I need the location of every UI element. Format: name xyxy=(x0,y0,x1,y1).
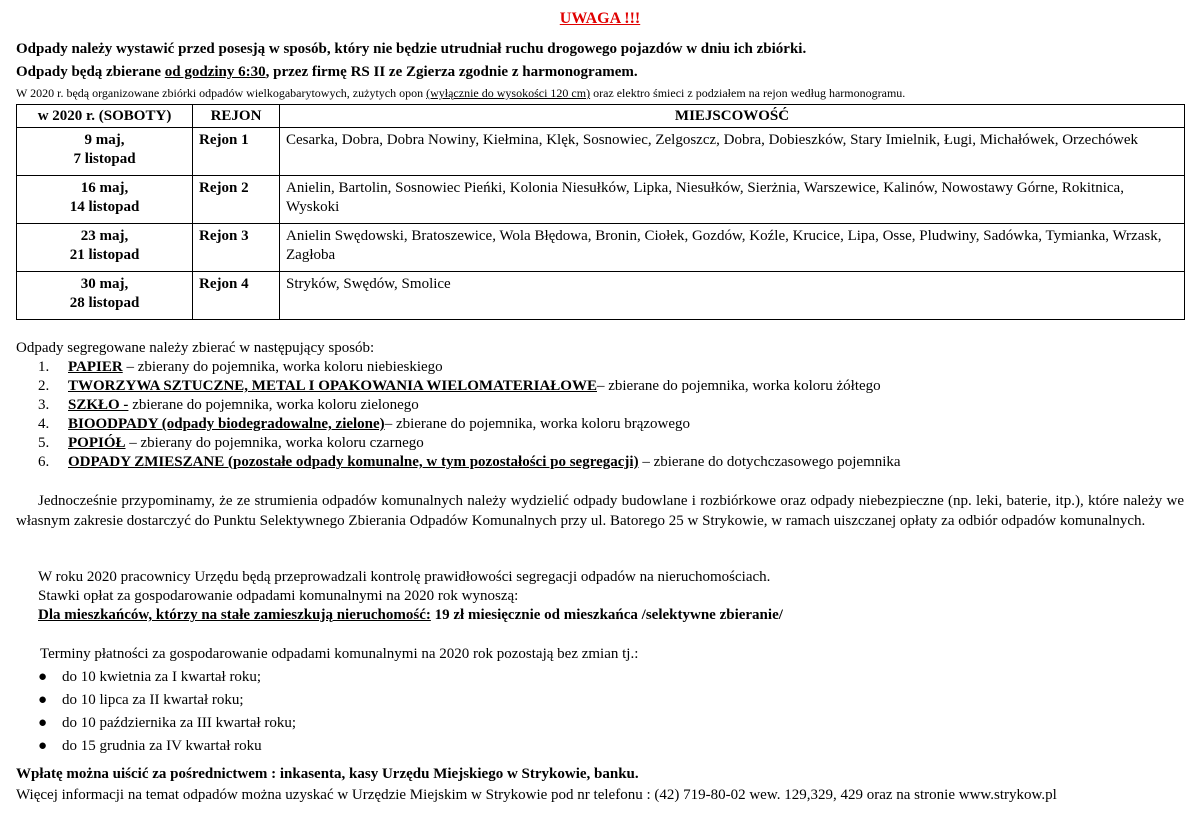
date-cell xyxy=(17,272,193,320)
waste-type: PAPIER xyxy=(68,359,123,375)
list-number: 2. xyxy=(38,378,50,394)
list-item xyxy=(16,735,638,758)
waste-description: – zbierane do pojemnika, worka koloru brązowego xyxy=(384,416,690,432)
waste-type: BIOODPADY (odpady biodegradowalne, zielone) xyxy=(68,416,385,432)
header-date: w 2020 r. (SOBOTY) xyxy=(17,105,193,128)
control-line-2: Stawki opłat za gospodarowanie odpadami komunalnymi na 2020 rok wynoszą: xyxy=(38,588,519,604)
list-number: 5. xyxy=(38,435,50,451)
date-cell xyxy=(17,176,193,224)
waste-description: – zbierane do pojemnika, worka koloru żółtego xyxy=(596,378,881,394)
intro-line-2-b: , przez firmę RS II ze Zgierza zgodnie z harmonogramem. xyxy=(265,64,638,80)
list-number: 4. xyxy=(38,416,50,432)
rejon-cell: Rejon 1 xyxy=(193,128,280,176)
deadlines-intro: Terminy płatności za gospodarowanie odpadami komunalnymi na 2020 rok pozostają bez zmian tj.: xyxy=(40,646,639,662)
payment-deadlines xyxy=(16,643,638,758)
schedule-table xyxy=(16,104,1185,320)
segregation-section xyxy=(16,339,901,472)
waste-type: SZKŁO - xyxy=(68,397,129,413)
list-number: 3. xyxy=(38,397,50,413)
deadline-text: do 10 lipca za II kwartał roku; xyxy=(62,692,244,708)
rejon-cell: Rejon 2 xyxy=(193,176,280,224)
intro-line-1: Odpady należy wystawić przed posesją w sposób, który nie będzie utrudniał ruchu drogowego pojazdów w dniu ich zbiórki. xyxy=(16,41,807,57)
control-line-1: W roku 2020 pracownicy Urzędu będą przeprowadzali kontrolę prawidłowości segregacji odpadów na nieruchomościach. xyxy=(38,569,771,585)
table-row xyxy=(17,128,1185,176)
waste-description: – zbierany do pojemnika, worka koloru czarnego xyxy=(125,435,424,451)
intro-line-3-underlined: (wyłącznie do wysokości 120 cm) xyxy=(426,86,591,100)
list-number: 1. xyxy=(38,359,50,375)
date-line-2: 21 listopad xyxy=(69,247,140,263)
deadline-text: do 15 grudnia za IV kwartał roku xyxy=(62,738,262,754)
date-cell xyxy=(17,224,193,272)
date-line-1: 16 maj, xyxy=(80,180,129,196)
segregation-intro: Odpady segregowane należy zbierać w następujący sposób: xyxy=(16,340,375,356)
list-item xyxy=(16,712,638,735)
waste-description: zbierane do pojemnika, worka koloru zielonego xyxy=(128,397,419,413)
control-section xyxy=(16,568,783,625)
table-row xyxy=(17,272,1185,320)
page-title: UWAGA !!! xyxy=(559,10,641,27)
rejon-cell: Rejon 4 xyxy=(193,272,280,320)
segregation-list xyxy=(16,358,901,472)
bullet-icon: ● xyxy=(38,715,48,731)
intro-line-3-a: W 2020 r. będą organizowane zbiórki odpadów wielkogabarytowych, zużytych opon xyxy=(16,86,427,100)
table-row xyxy=(17,224,1185,272)
list-item xyxy=(16,666,638,689)
rate-value: 19 zł miesięcznie od mieszkańca /selektywne zbieranie/ xyxy=(430,607,783,623)
places-cell: Anielin, Bartolin, Sosnowiec Pieńki, Kolonia Niesułków, Lipka, Niesułków, Sierżnia, Warszewice, Kalinów, Nowostawy Górne, Rokitnica, Wyskoki xyxy=(280,176,1185,224)
intro-line-2-underlined: od godziny 6:30 xyxy=(164,64,266,80)
waste-type: TWORZYWA SZTUCZNE, METAL I OPAKOWANIA WIELOMATERIAŁOWE xyxy=(68,378,597,394)
waste-type: POPIÓŁ xyxy=(68,435,126,451)
date-line-1: 23 maj, xyxy=(80,228,129,244)
date-line-1: 9 maj, xyxy=(84,132,125,148)
schedule-header-row xyxy=(17,105,1185,128)
header-rejon: REJON xyxy=(193,105,280,128)
list-item xyxy=(16,689,638,712)
waste-type: ODPADY ZMIESZANE (pozostałe odpady komunalne, w tym pozostałości po segregacji) xyxy=(68,454,639,470)
list-number: 6. xyxy=(38,454,50,470)
intro-line-2 xyxy=(16,64,638,81)
deadlines-list xyxy=(16,666,638,758)
waste-description: – zbierany do pojemnika, worka koloru niebieskiego xyxy=(122,359,443,375)
contact-info: Więcej informacji na temat odpadów można uzyskać w Urzędzie Miejskim w Strykowie pod nr telefonu : (42) 719-80-02 wew. 129,329, 429 oraz na stronie www.strykow.pl xyxy=(16,787,1057,803)
date-line-2: 28 listopad xyxy=(69,295,140,311)
list-item xyxy=(16,377,901,396)
rate-line xyxy=(16,606,783,625)
list-item xyxy=(16,434,901,453)
intro-line-2-a: Odpady będą zbierane xyxy=(16,64,165,80)
date-line-1: 30 maj, xyxy=(80,276,129,292)
date-cell xyxy=(17,128,193,176)
date-line-2: 14 listopad xyxy=(69,199,140,215)
intro-line-3-b: oraz elektro śmieci z podziałem na rejon według harmonogramu. xyxy=(590,86,906,100)
places-cell: Anielin Swędowski, Bratoszewice, Wola Błędowa, Bronin, Ciołek, Gozdów, Koźle, Krucice, Lipa, Osse, Pludwiny, Sadówka, Tymianka, Wrzask, Zagłoba xyxy=(280,224,1185,272)
list-item xyxy=(16,358,901,377)
list-item xyxy=(16,453,901,472)
list-item xyxy=(16,396,901,415)
rate-label: Dla mieszkańców, którzy na stałe zamieszkują nieruchomość: xyxy=(38,607,431,623)
header-places: MIEJSCOWOŚĆ xyxy=(280,105,1185,128)
places-cell: Cesarka, Dobra, Dobra Nowiny, Kiełmina, Klęk, Sosnowiec, Zelgoszcz, Dobra, Dobieszków, Stary Imielnik, Ługi, Michałówek, Orzechówek xyxy=(280,128,1185,176)
payment-methods: Wpłatę można uiścić za pośrednictwem : inkasenta, kasy Urzędu Miejskiego w Strykowie, banku. xyxy=(16,766,639,782)
waste-description: – zbierane do dotychczasowego pojemnika xyxy=(638,454,901,470)
list-item xyxy=(16,415,901,434)
reminder-paragraph: Jednocześnie przypominamy, że ze strumienia odpadów komunalnych należy wydzielić odpady budowlane i rozbiórkowe oraz odpady niebezpieczne (np. leki, baterie, itp.), które należy we własnym zakresie dostarczyć do Punktu Selektywnego Zbierania Odpadów Komunalnych przy ul. Batorego 25 w Strykowie, w ramach uiszczanej opłaty za odbiór odpadów komunalnych. xyxy=(16,493,1184,529)
bullet-icon: ● xyxy=(38,738,48,754)
places-cell: Stryków, Swędów, Smolice xyxy=(280,272,1185,320)
deadline-text: do 10 października za III kwartał roku; xyxy=(62,715,297,731)
deadline-text: do 10 kwietnia za I kwartał roku; xyxy=(62,669,262,685)
intro-line-3 xyxy=(16,86,905,101)
date-line-2: 7 listopad xyxy=(73,151,136,167)
bullet-icon: ● xyxy=(38,692,48,708)
bullet-icon: ● xyxy=(38,669,48,685)
rejon-cell: Rejon 3 xyxy=(193,224,280,272)
table-row xyxy=(17,176,1185,224)
